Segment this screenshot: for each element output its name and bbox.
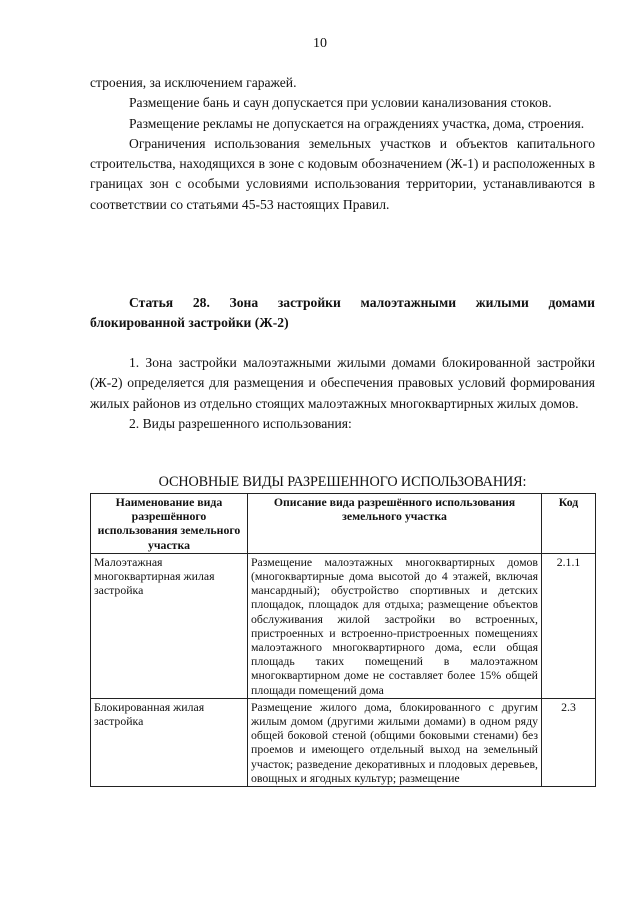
- paragraph: 2. Виды разрешенного использования:: [129, 415, 352, 431]
- paragraph: Размещение бань и саун допускается при условии канализования стоков.: [129, 95, 552, 111]
- paragraph: строения, за исключением гаражей.: [90, 75, 297, 90]
- page-number: 10: [313, 36, 327, 51]
- table-row: [91, 553, 596, 698]
- paragraph: Ограничения использования земельных участков и объектов капитального строительства, находящихся в зоне с кодовым обозначением (Ж-1) и расположенных в границах зон с особыми условиями использования территории, устанавливаются в соответствии со статьями 45-53 настоящих Правил.: [90, 135, 595, 212]
- table-row: [91, 698, 596, 786]
- article-section: [90, 293, 595, 334]
- cell-code: 2.3: [542, 698, 596, 786]
- column-header-code: Код: [542, 494, 596, 554]
- cell-description: Размещение жилого дома, блокированного с другим жилым домом (другими жилыми домами) в одном ряду общей боковой стеной (общими боковыми стенами) без проемов и имеющего отдельный выход на земельный участок; разведение декоративных и плодовых деревьев, овощных и ягодных культур; размещение: [248, 698, 542, 786]
- body-text: [90, 73, 595, 215]
- column-header-description: Описание вида разрешённого использования земельного участка: [248, 494, 542, 554]
- cell-name: Малоэтажная многоквартирная жилая застройка: [91, 553, 248, 698]
- cell-description: Размещение малоэтажных многоквартирных домов (многоквартирные дома высотой до 4 этажей, включая мансардный); обустройство спортивных и детских площадок, площадок для отдыха; размещение объектов обслуживания жилой застройки во встроенных, пристроенных и встроенно-пристроенных помещениях малоэтажного многоквартирного дома, если общая площадь таких помещений в малоэтажном многоквартирном доме не составляет более 15% общей площади помещений дома: [248, 553, 542, 698]
- table-header-row: [91, 494, 596, 554]
- column-header-name: Наименование вида разрешённого использования земельного участка: [91, 494, 248, 554]
- paragraph: Размещение рекламы не допускается на ограждениях участка, дома, строения.: [129, 115, 585, 131]
- article-body: [90, 353, 595, 434]
- cell-code: 2.1.1: [542, 553, 596, 698]
- paragraph: 1. Зона застройки малоэтажными жилыми домами блокированной застройки (Ж-2) определяется для размещения и обеспечения правовых условий формирования жилых районов из отдельно стоящих малоэтажных многоквартирных жилых домов.: [90, 355, 595, 411]
- table-caption: ОСНОВНЫЕ ВИДЫ РАЗРЕШЕННОГО ИСПОЛЬЗОВАНИЯ:: [158, 474, 527, 490]
- article-heading: Статья 28. Зона застройки малоэтажными жилыми домами блокированной застройки (Ж-2): [90, 295, 595, 331]
- cell-name: Блокированная жилая застройка: [91, 698, 248, 786]
- usage-table: [90, 493, 596, 787]
